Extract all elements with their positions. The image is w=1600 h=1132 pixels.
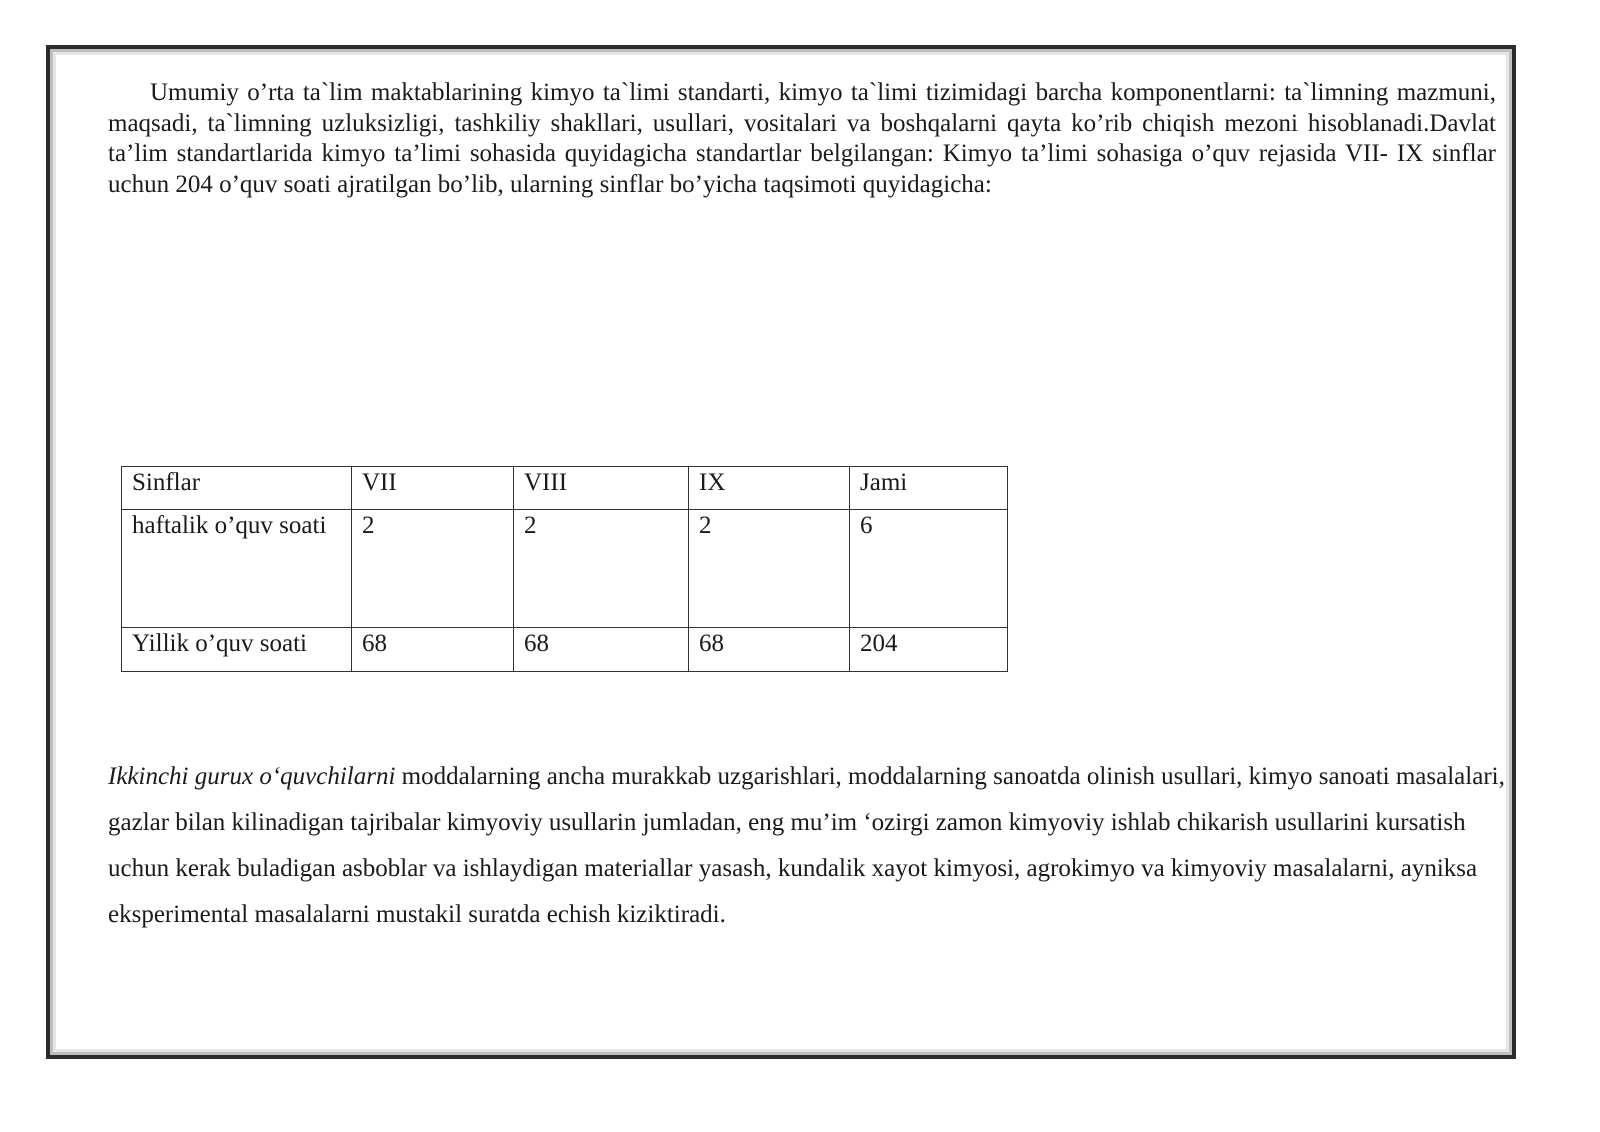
table-cell: 68 — [352, 628, 514, 672]
table-header-cell: IX — [689, 467, 850, 510]
table-cell: 2 — [514, 510, 689, 628]
table-cell: 2 — [689, 510, 850, 628]
table-row — [122, 510, 1008, 628]
second-group-paragraph — [108, 754, 1508, 938]
table-header-cell: Jami — [850, 467, 1008, 510]
table-header-cell: Sinflar — [122, 467, 352, 510]
table-header-row — [122, 467, 1008, 510]
table-cell: 68 — [514, 628, 689, 672]
study-hours-table — [121, 466, 1008, 672]
table-cell: 2 — [352, 510, 514, 628]
italic-lead-text: Ikkinchi gurux o‘quvchilarni — [108, 763, 396, 790]
table-cell: 6 — [850, 510, 1008, 628]
table-cell: haftalik o’quv soati — [122, 510, 352, 628]
intro-paragraph: Umumiy o’rta ta`lim maktablarining kimyo ta`limi standarti, kimyo ta`limi tizimidagi barcha komponentlarni: ta`limning mazmuni, maqsadi, ta`limning uzluksizligi, tashkiliy shakllari, usullari, vositalari va boshqalarni qayta ko’rib chiqish mezoni hisoblanadi.Davlat ta’lim standartlarida kimyo ta’limi sohasida quyidagicha standartlar belgilangan: Kimyo ta’limi sohasiga o’quv rejasida VII- IX sinflar uchun 204 o’quv soati ajratilgan bo’lib, ularning sinflar bo’yicha taqsimoti quyidagicha: — [108, 79, 1496, 198]
table-cell: 204 — [850, 628, 1008, 672]
paragraph-body-text: moddalarning ancha murakkab uzgarishlari, moddalarning sanoatda olinish usullari, kimyo sanoati masalalari, gazlar bilan kilinadigan tajribalar kimyoviy usullarin jumladan, eng mu’im ‘ozirgi zamon kimyoviy ishlab chikarish usullarini kursatish uchun kerak buladigan asboblar va ishlaydigan materiallar yasash, kundalik xayot kimyosi, agrokimyo va kimyoviy masalalarni, ayniksa eksperimental masalalarni mustakil suratda echish kiziktiradi. — [108, 763, 1505, 928]
table-cell: Yillik o’quv soati — [122, 628, 352, 672]
table-header-cell: VIII — [514, 467, 689, 510]
table-cell: 68 — [689, 628, 850, 672]
table-header-cell: VII — [352, 467, 514, 510]
table-row — [122, 628, 1008, 672]
